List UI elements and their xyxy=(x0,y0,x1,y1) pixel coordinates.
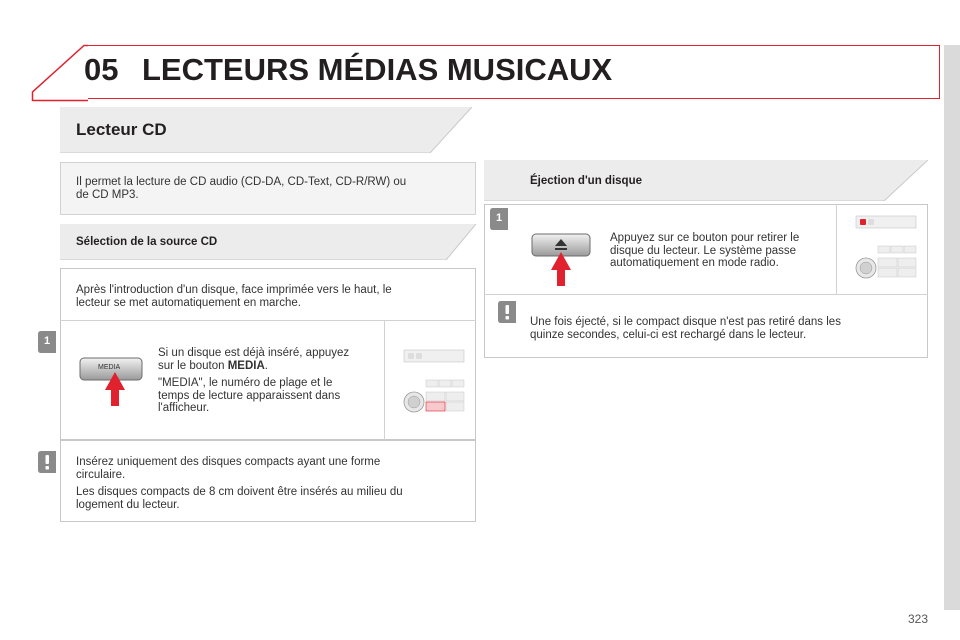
eject-subsection-title: Éjection d'un disque xyxy=(530,175,642,187)
eject-warning-icon xyxy=(498,301,516,323)
after-insert-text: Après l'introduction d'un disque, face imprimée vers le haut, le lecteur se met automatiquement en marche. xyxy=(76,284,392,309)
eject-step-number: 1 xyxy=(495,212,503,224)
step-instructions: Si un disque est déjà inséré, appuyez sur le bouton MEDIA. "MEDIA", le numéro de plage et le temps de lecture apparaissent dans l'afficheur. xyxy=(158,347,350,414)
eject-image-divider xyxy=(836,204,837,294)
image-divider xyxy=(384,320,385,440)
eject-radio-panel-illustration xyxy=(850,214,918,282)
chapter-number: 05 xyxy=(84,52,119,87)
radio-panel-illustration xyxy=(398,348,466,416)
eject-step-divider xyxy=(484,294,928,295)
eject-warning-text: Une fois éjecté, si le compact disque n'est pas retiré dans les quinze secondes, celui-ci est rechargé dans le lecteur. xyxy=(530,316,841,341)
warning-text: Insérez uniquement des disques compacts ayant une forme circulaire. Les disques compacts de 8 cm doivent être insérés au milieu du logement du lecteur. xyxy=(76,456,403,511)
eject-button-illustration xyxy=(530,230,594,288)
intro-text: Il permet la lecture de CD audio (CD-DA, CD-Text, CD-R/RW) ou de CD MP3. xyxy=(76,176,407,201)
section-title: Lecteur CD xyxy=(76,120,167,139)
step-number: 1 xyxy=(43,335,51,347)
chapter-title: LECTEURS MÉDIAS MUSICAUX xyxy=(142,52,613,87)
step-divider xyxy=(60,320,476,321)
page-side-bar xyxy=(944,45,960,610)
subsection-title: Sélection de la source CD xyxy=(76,236,218,248)
media-button-illustration xyxy=(78,352,148,408)
chapter-header-corner xyxy=(28,44,88,102)
media-button-label: MEDIA xyxy=(98,364,121,371)
eject-instructions: Appuyez sur ce bouton pour retirer le disque du lecteur. Le système passe automatiquement en mode radio. xyxy=(610,232,800,269)
page-number: 323 xyxy=(908,612,929,626)
warning-icon xyxy=(38,451,56,473)
